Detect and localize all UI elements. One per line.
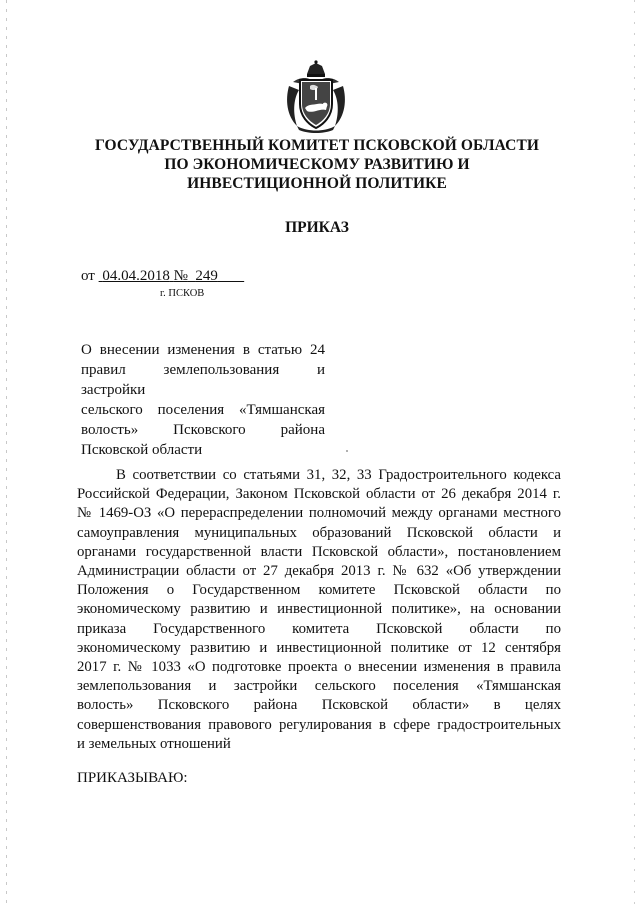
pskov-coat-of-arms-icon [283,60,349,134]
org-line: ГОСУДАРСТВЕННЫЙ КОМИТЕТ ПСКОВСКОЙ ОБЛАСТИ [94,137,540,154]
body-line: Положения о Государственном комитете Псковской области по [77,582,561,599]
number-sign: № [173,268,188,284]
subject-line: сельского поселения «Тямшанская [81,402,325,418]
body-line: экономическому развитию и инвестиционной политике от 12 сентября [77,639,561,656]
date-number-line [81,268,244,285]
subject-line: волость» Псковского района [81,422,325,438]
document-type: ПРИКАЗ [285,219,349,236]
body-line: № 1469-ОЗ «О перераспределении полномочий между органами местного [77,505,561,522]
document-date: 04.04.2018 [102,268,170,284]
order-word: ПРИКАЗЫВАЮ: [77,770,188,786]
subject-line: Псковской области [81,442,203,458]
order-subject [81,340,325,460]
body-line: совершенствования правового регулирования в сфере градостроительных [77,716,561,733]
city-label: г. ПСКОВ [160,288,205,299]
body-line: приказа Государственного комитета Псковской области по [77,620,561,637]
body-line: органами государственной власти Псковской области», постановлением [77,543,561,560]
date-prefix: от [81,268,95,284]
body-line: экономическому развитию и инвестиционной политике», на основании [77,601,561,618]
order-body [77,466,561,754]
body-line: волость» Псковского района Псковской области» в целях [77,697,561,714]
body-line: и земельных отношений [77,735,231,752]
org-line: ПО ЭКОНОМИЧЕСКОМУ РАЗВИТИЮ И [164,156,470,173]
body-line: землепользования и застройки сельского поселения «Тямшанская [77,678,561,695]
body-line: В соответствии со статьями 31, 32, 33 Градостроительного кодекса [116,467,561,483]
org-line: ИНВЕСТИЦИОННОЙ ПОЛИТИКЕ [187,175,447,192]
scan-edge-left [6,0,7,905]
body-line: Российской Федерации, Законом Псковской области от 26 декабря 2014 г. [77,486,561,503]
body-line: Администрации области от 27 декабря 2013 г. № 632 «Об утверждении [77,563,561,580]
document-number: 249 [195,268,218,284]
scan-edge-right [634,0,635,905]
scan-speck [346,450,348,452]
subject-line: правил землепользования и застройки [81,362,325,398]
organization-name [40,136,594,193]
subject-line: О внесении изменения в статью 24 [81,342,325,358]
body-line: самоуправления муниципальных образований Псковской области и [77,524,561,541]
body-line: 2017 г. № 1033 «О подготовке проекта о внесении изменения в правила [77,659,561,676]
